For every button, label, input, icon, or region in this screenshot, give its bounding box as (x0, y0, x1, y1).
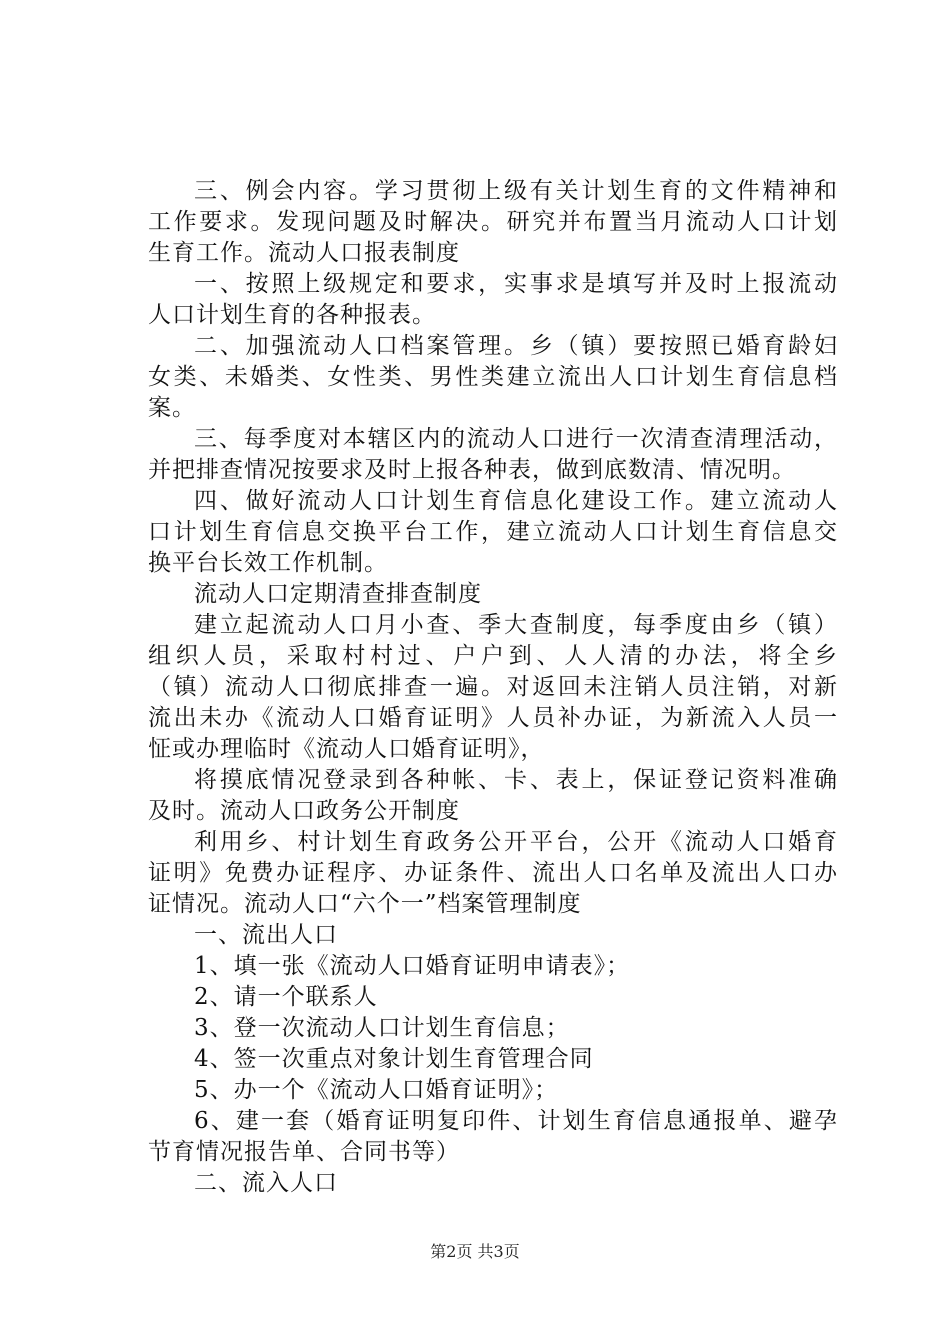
text-line: 流动人口定期清查排查制度 (194, 581, 482, 607)
text-line: 4、签一次重点对象计划生育管理合同 (194, 1046, 594, 1072)
text-line: 一、按照上级规定和要求，实事求是填写并及时上报流动 (194, 271, 838, 297)
text-line: 口计划生育信息交换平台工作，建立流动人口计划生育信息交 (148, 519, 838, 545)
text-line: 2、请一个联系人 (194, 984, 378, 1010)
text-line: 工作要求。发现问题及时解决。研究并布置当月流动人口计划 (148, 209, 838, 235)
text-line: 二、加强流动人口档案管理。乡（镇）要按照已婚育龄妇 (194, 333, 838, 359)
text-line: 流出未办《流动人口婚育证明》人员补办证，为新流入人员一 (148, 705, 838, 731)
text-line: 三、例会内容。学习贯彻上级有关计划生育的文件精神和 (194, 178, 838, 204)
text-line: 二、流入人口 (194, 1170, 338, 1196)
text-line: 并把排查情况按要求及时上报各种表，做到底数清、情况明。 (148, 457, 796, 483)
text-line: 人口计划生育的各种报表。 (148, 302, 436, 328)
text-line: 3、登一次流动人口计划生育信息； (194, 1015, 570, 1041)
text-line: （镇）流动人口彻底排查一遍。对返回未注销人员注销，对新 (148, 674, 838, 700)
text-line: 证明》免费办证程序、办证条件、流出人口名单及流出人口办 (148, 860, 838, 886)
text-line: 5、办一个《流动人口婚育证明》； (194, 1077, 559, 1103)
text-line: 6、建一套（婚育证明复印件、计划生育信息通报单、避孕 (194, 1108, 838, 1134)
text-line: 三、每季度对本辖区内的流动人口进行一次清查清理活动， (194, 426, 838, 452)
text-line: 组织人员，采取村村过、户户到、人人清的办法，将全乡 (148, 643, 838, 669)
page-footer: 第2页 共3页 (430, 1242, 520, 1261)
text-line: 怔或办理临时《流动人口婚育证明》， (148, 736, 545, 762)
text-line: 建立起流动人口月小查、季大查制度，每季度由乡（镇） (194, 612, 838, 638)
text-line: 换平台长效工作机制。 (148, 550, 388, 576)
text-line: 1、填一张《流动人口婚育证明申请表》； (194, 953, 631, 979)
text-line: 将摸底情况登录到各种帐、卡、表上，保证登记资料准确 (194, 767, 838, 793)
text-line: 女类、未婚类、女性类、男性类建立流出人口计划生育信息档 (148, 364, 838, 390)
text-line: 案。 (148, 395, 196, 421)
text-line: 证情况。流动人口“六个一”档案管理制度 (148, 891, 582, 917)
text-line: 一、流出人口 (194, 922, 338, 948)
text-line: 节育情况报告单、合同书等） (148, 1139, 460, 1165)
text-line: 四、做好流动人口计划生育信息化建设工作。建立流动人 (194, 488, 838, 514)
text-line: 利用乡、村计划生育政务公开平台，公开《流动人口婚育 (194, 829, 838, 855)
text-line: 生育工作。流动人口报表制度 (148, 240, 460, 266)
document-body (148, 176, 838, 1199)
text-line: 及时。流动人口政务公开制度 (148, 798, 460, 824)
